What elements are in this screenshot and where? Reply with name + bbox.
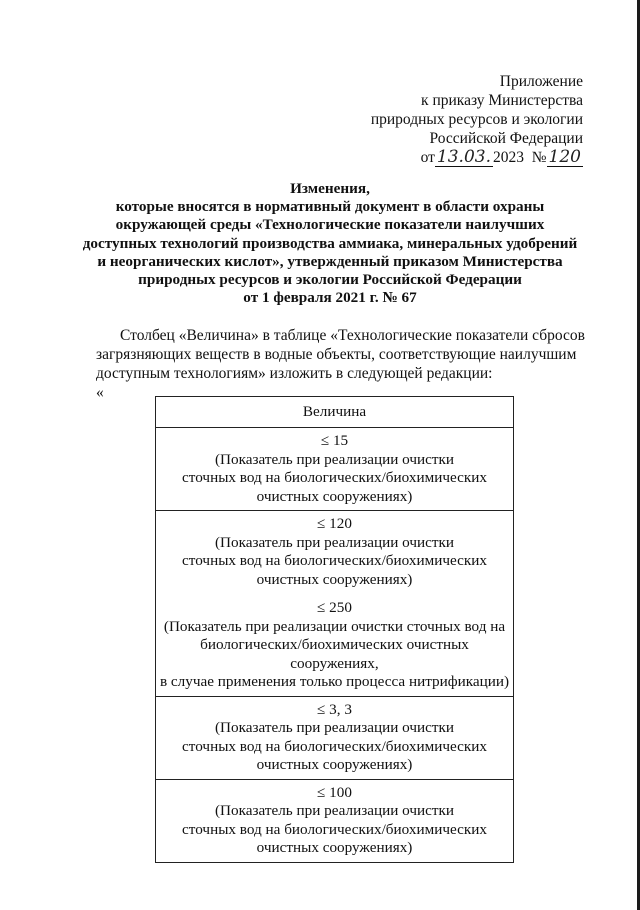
- cell-note-line: (Показатель при реализации очистки сточных вод на: [163, 617, 506, 635]
- cell-note-line: очистных сооружениях): [256, 839, 413, 856]
- table-cell: [156, 428, 514, 511]
- date-prefix: от: [420, 149, 435, 166]
- body-line: загрязняющих веществ в водные объекты, соответствующие наилучшим: [96, 346, 577, 363]
- cell-note-line: в случае применения только процесса нитрификации): [159, 673, 510, 690]
- open-quote-mark: «: [96, 384, 104, 401]
- document-title: [80, 180, 580, 307]
- body-paragraph: [96, 326, 586, 383]
- cell-note-line: очистных сооружениях): [256, 756, 413, 773]
- number-prefix: №: [531, 149, 547, 166]
- cell-note-line: (Показатель при реализации очистки: [214, 802, 455, 819]
- title-line: окружающей среды «Технологические показатели наилучших: [115, 216, 545, 234]
- cell-note-line: (Показатель при реализации очистки: [214, 533, 455, 551]
- title-line: доступных технологий производства аммиака, минеральных удобрений: [82, 234, 578, 252]
- cell-note-line: очистных сооружениях): [256, 570, 413, 588]
- table-row: [156, 779, 514, 862]
- cell-note-line: биологических/биохимических очистных сооружениях,: [200, 636, 469, 672]
- handwritten-date: 13.03.: [436, 147, 491, 167]
- title-line: которые вносятся в нормативный документ в области охраны: [115, 198, 545, 216]
- table-row: [156, 696, 514, 779]
- appendix-block: [371, 72, 583, 167]
- appendix-line-4: Российской Федерации: [429, 130, 583, 147]
- title-line: от 1 февраля 2021 г. № 67: [243, 289, 417, 307]
- appendix-date-line: [371, 148, 583, 167]
- table-header-value: Величина: [156, 397, 514, 428]
- table-row: [156, 428, 514, 511]
- table-row: [156, 511, 514, 697]
- title-line: Изменения,: [290, 180, 370, 197]
- body-line: Столбец «Величина» в таблице «Технологические показатели сбросов: [120, 327, 585, 344]
- title-line: и неорганических кислот», утвержденный приказом Министерства: [97, 252, 563, 270]
- cell-value: ≤ 120: [317, 515, 352, 532]
- appendix-line-2: к приказу Министерства: [421, 92, 583, 109]
- cell-gap: [158, 589, 511, 599]
- table-cell: [156, 511, 514, 697]
- cell-note-line: сточных вод на биологических/биохимических: [182, 552, 487, 569]
- handwritten-number: 120: [548, 147, 581, 167]
- table-cell: [156, 779, 514, 862]
- cell-note-line: сточных вод на биологических/биохимических: [182, 737, 487, 755]
- cell-value: ≤ 100: [317, 783, 352, 801]
- cell-note-line: (Показатель при реализации очистки: [214, 719, 455, 736]
- appendix-line-1: Приложение: [499, 73, 583, 90]
- cell-value: ≤ 15: [320, 432, 349, 449]
- title-line: природных ресурсов и экологии Российской Федерации: [138, 271, 522, 289]
- cell-value: ≤ 3, 3: [317, 700, 352, 718]
- cell-note-line: очистных сооружениях): [256, 487, 413, 505]
- cell-note-line: сточных вод на биологических/биохимических: [182, 469, 487, 486]
- cell-note-line: (Показатель при реализации очистки: [214, 450, 455, 468]
- cell-value: ≤ 250: [317, 599, 352, 616]
- date-year: 2023: [493, 149, 524, 166]
- values-table: [155, 396, 514, 863]
- table-cell: [156, 696, 514, 779]
- cell-note-line: сточных вод на биологических/биохимических: [182, 820, 487, 838]
- body-line: доступным технологиям» изложить в следующей редакции:: [96, 365, 493, 382]
- appendix-line-3: природных ресурсов и экологии: [370, 111, 583, 128]
